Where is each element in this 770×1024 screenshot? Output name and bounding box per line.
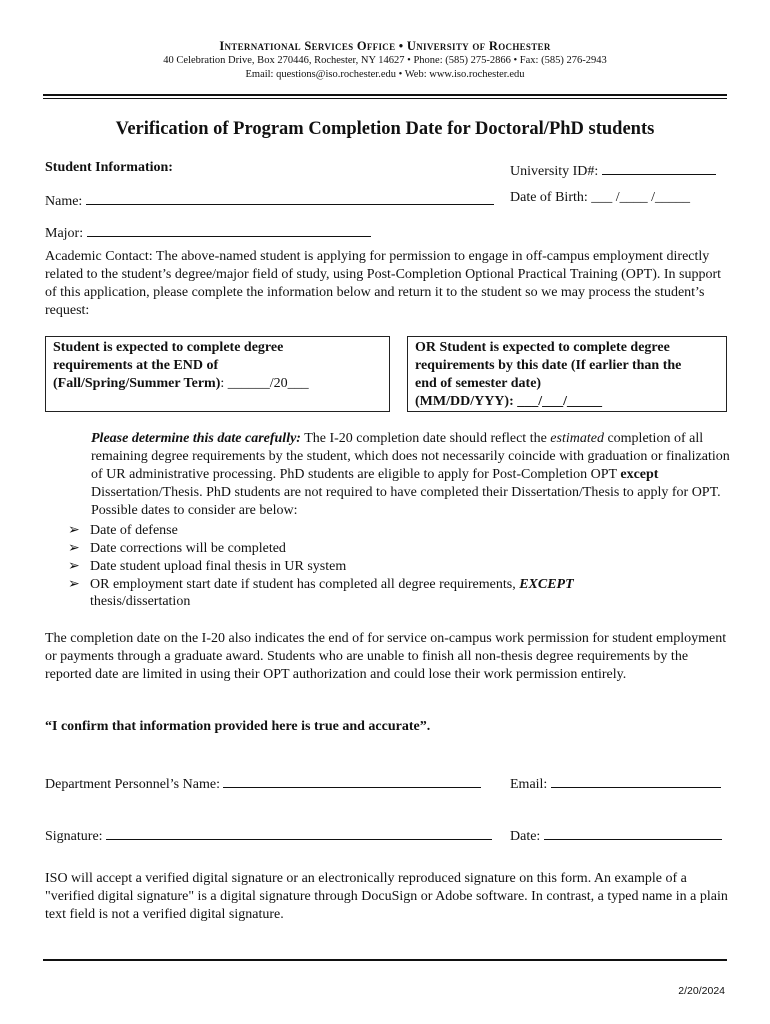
major-field[interactable] — [45, 222, 371, 242]
date-label: Date: — [510, 829, 541, 844]
bullet-text: Date student upload final thesis in UR system — [90, 559, 347, 574]
university-id-label: University ID#: — [510, 164, 599, 179]
email-line[interactable] — [551, 773, 721, 788]
office-name: International Services Office • University of Rochester — [219, 39, 551, 53]
list-item — [68, 540, 286, 557]
bullet-text: Date corrections will be completed — [90, 541, 286, 556]
instructions-text2: completion of all remaining degree requirements by the student, which does not necessarily coincide with graduation or finalization of UR administrative processing. PhD students are eligible to apply for Post-Completion OPT — [91, 431, 730, 482]
arrow-bullet-icon: ➢ — [68, 523, 80, 538]
list-item — [68, 558, 346, 575]
confirmation-statement: “I confirm that information provided here is true and accurate”. — [45, 719, 431, 734]
date-completion-box[interactable] — [407, 336, 727, 412]
footer-date: 2/20/2024 — [678, 985, 725, 997]
footer-rule — [43, 959, 727, 961]
date-box-line4[interactable]: (MM/DD/YYY): ___/___/_____ — [415, 394, 603, 409]
major-label: Major: — [45, 226, 84, 241]
instructions-paragraph — [91, 430, 731, 520]
date-box-line2: requirements by this date (If earlier than the — [415, 358, 682, 373]
digital-signature-note: ISO will accept a verified digital signature or an electronically reproduced signature on this form. An example of a "verified digital signature" is a digital signature through DocuSign or Adobe software. In contrast, a typed name in a plain text field is not a verified digital signature. — [45, 871, 728, 922]
office-address: 40 Celebration Drive, Box 270446, Rochester, NY 14627 • Phone: (585) 275-2866 • Fax: (585) 276-2943 — [163, 55, 607, 66]
signature-line[interactable] — [106, 825, 492, 840]
name-line[interactable] — [86, 190, 494, 205]
term-box-term-blank[interactable]: : ______/20___ — [220, 376, 309, 391]
header-rule-thin — [43, 98, 727, 99]
signature-label: Signature: — [45, 829, 103, 844]
date-field[interactable] — [510, 825, 722, 845]
arrow-bullet-icon: ➢ — [68, 559, 80, 574]
instructions-lead: Please determine this date carefully: — [91, 431, 301, 446]
bullet-continuation: thesis/dissertation — [90, 594, 191, 609]
instructions-text1: The I-20 completion date should reflect the — [300, 431, 551, 446]
name-field[interactable] — [45, 190, 494, 210]
date-of-birth-field[interactable]: Date of Birth: ___ /____ /_____ — [510, 190, 691, 205]
form-title: Verification of Program Completion Date for Doctoral/PhD students — [115, 119, 655, 139]
list-item — [68, 522, 178, 539]
date-box-line1: OR Student is expected to complete degree — [415, 340, 670, 355]
office-contact: Email: questions@iso.rochester.edu • Web: www.iso.rochester.edu — [245, 69, 525, 80]
email-label: Email: — [510, 777, 548, 792]
term-box-line1: Student is expected to complete degree — [53, 340, 284, 355]
bullet-text: Date of defense — [90, 523, 178, 538]
arrow-bullet-icon: ➢ — [68, 541, 80, 556]
instructions-estimated: estimated — [550, 431, 604, 446]
term-completion-box[interactable] — [45, 336, 390, 412]
personnel-name-field[interactable] — [45, 773, 481, 793]
list-item — [68, 576, 574, 593]
personnel-name-label: Department Personnel’s Name: — [45, 777, 220, 792]
personnel-name-line[interactable] — [223, 773, 481, 788]
bullet-text: OR employment start date if student has completed all degree requirements, — [90, 577, 520, 592]
header-rule-thick — [43, 94, 727, 96]
instructions-text3: Dissertation/Thesis. PhD students are not required to have completed their Dissertation/Thesis to apply for OPT. Possible dates to consider are below: — [91, 485, 721, 518]
university-id-field[interactable] — [510, 160, 716, 180]
major-line[interactable] — [87, 222, 371, 237]
email-field[interactable] — [510, 773, 721, 793]
name-label: Name: — [45, 194, 83, 209]
signature-field[interactable] — [45, 825, 492, 845]
academic-contact-paragraph: Academic Contact: The above-named student is applying for permission to engage in off-campus employment directly related to the student’s degree/major field of study, using Post-Completion Optional Practical Training (OPT). In support of this application, please complete the information below and return it to the student so we may process the student’s request: — [45, 249, 722, 318]
student-info-heading: Student Information: — [45, 160, 173, 175]
arrow-bullet-icon: ➢ — [68, 577, 80, 592]
completion-paragraph: The completion date on the I-20 also indicates the end of for service on-campus work permission for student employment or payments through a graduate award. Students who are unable to finish all non-thesis degree requirements by the reported date are limited in using their OPT authorization and could lose their work permission entirely. — [45, 631, 727, 682]
instructions-except: except — [620, 467, 659, 482]
bullet-except: EXCEPT — [519, 577, 574, 592]
date-line[interactable] — [544, 825, 722, 840]
term-box-line2: requirements at the END of — [53, 358, 219, 373]
university-id-line[interactable] — [602, 160, 716, 175]
term-box-term-label: (Fall/Spring/Summer Term) — [53, 376, 221, 391]
date-box-line3: end of semester date) — [415, 376, 542, 391]
